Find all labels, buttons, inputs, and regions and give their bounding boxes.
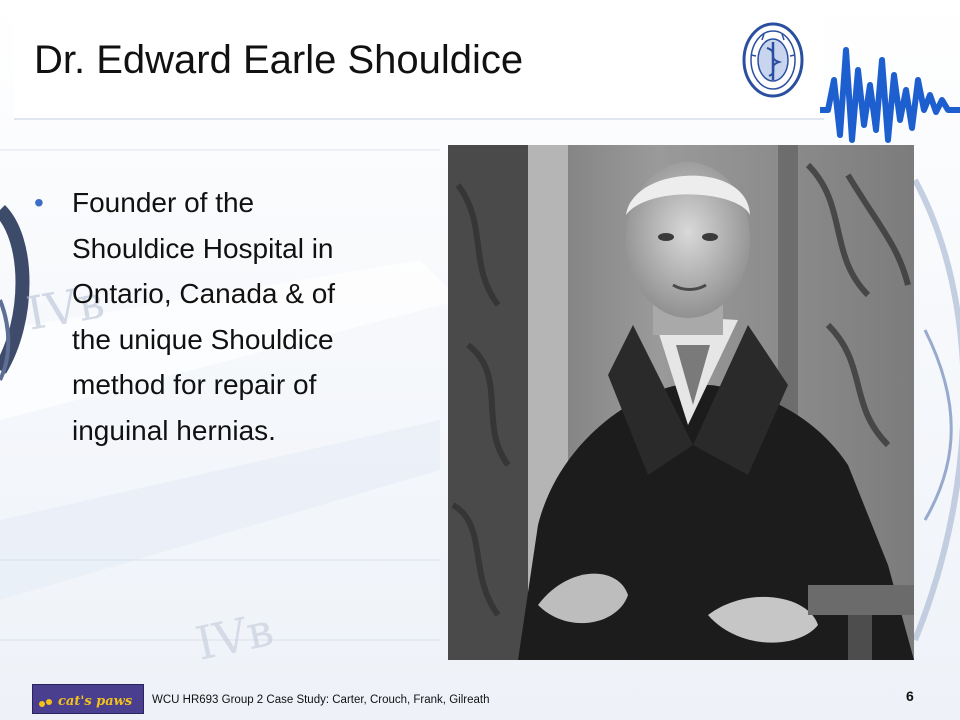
portrait-photo	[448, 145, 914, 660]
bullet-marker: •	[34, 187, 44, 218]
page-number: 6	[906, 688, 914, 704]
cats-paws-logo	[32, 684, 144, 714]
svg-text:IVв: IVв	[22, 274, 109, 341]
footer-text: WCU HR693 Group 2 Case Study: Carter, Crouch, Frank, Gilreath	[152, 694, 490, 706]
medical-seal-icon	[742, 22, 804, 98]
logo-text: cat's paws	[58, 694, 133, 709]
bullet-list	[34, 180, 434, 454]
slide-title: Dr. Edward Earle Shouldice	[34, 38, 524, 82]
svg-text:IVв: IVв	[191, 601, 278, 671]
bullet-item	[34, 180, 434, 454]
bullet-text: Founder of the Shouldice Hospital in Ontario, Canada & of the unique Shouldice method for repair of inguinal hernias.	[72, 187, 336, 446]
portrait-image	[448, 145, 914, 660]
heartbeat-wave-icon	[820, 40, 960, 150]
